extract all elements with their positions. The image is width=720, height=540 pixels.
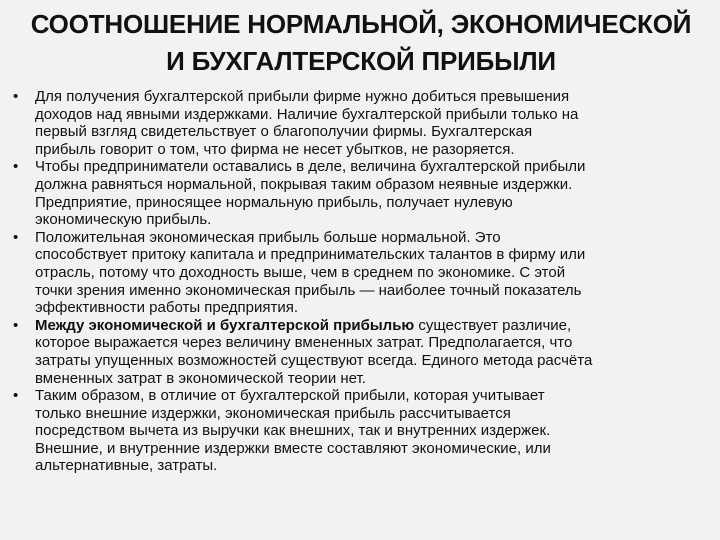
text-line: альтернативные, затраты. xyxy=(35,457,218,475)
text-line: посредством вычета из выручки как внешних, так и внутренних издержек. xyxy=(35,422,551,440)
text-line: Положительная экономическая прибыль больше нормальной. Это xyxy=(35,228,501,246)
text-line: Внешние, и внутренние издержки вместе составляют экономические, или xyxy=(35,439,551,457)
text-line: экономическую прибыль. xyxy=(35,211,212,229)
text-line: точки зрения именно экономическая прибыль — наиболее точный показатель xyxy=(35,281,582,299)
bullet-icon: • xyxy=(13,387,19,405)
page-title xyxy=(10,6,712,80)
text-fragment: существует различие, xyxy=(414,316,572,334)
text-line: первый взгляд свидетельствует о благополучии фирмы. Бухгалтерская xyxy=(35,123,533,141)
text-line: затраты упущенных возможностей существуют всегда. Единого метода расчёта xyxy=(35,351,593,369)
bullet-icon: • xyxy=(13,88,19,105)
text-line: вмененных затрат в экономической теории нет. xyxy=(35,369,366,387)
list-item xyxy=(10,158,712,228)
text-line: способствует притоку капитала и предпринимательских талантов в фирму или xyxy=(35,246,586,264)
bullet-icon: • xyxy=(13,316,19,334)
bold-phrase: Между экономической и бухгалтерской прибылью xyxy=(35,316,415,334)
list-item xyxy=(10,229,712,317)
list-item xyxy=(10,387,712,475)
text-line: отрасль, потому что доходность выше, чем в среднем по экономике. С этой xyxy=(35,263,566,281)
text-line xyxy=(35,317,712,335)
bullet-list xyxy=(10,88,712,475)
list-item xyxy=(10,317,712,387)
text-line: доходов над явными издержками. Наличие бухгалтерской прибыли только на xyxy=(35,105,579,123)
title-line-1: СООТНОШЕНИЕ НОРМАЛЬНОЙ, ЭКОНОМИЧЕСКОЙ xyxy=(30,9,692,39)
text-line: прибыль говорит о том, что фирма не несет убытков, не разоряется. xyxy=(35,140,515,158)
text-line: Предприятие, приносящее нормальную прибыль, получает нулевую xyxy=(35,193,513,211)
list-item xyxy=(10,88,712,158)
text-line: Чтобы предприниматели оставались в деле, величина бухгалтерской прибыли xyxy=(35,158,586,176)
title-line-2: И БУХГАЛТЕРСКОЙ ПРИБЫЛИ xyxy=(166,46,556,76)
text-line: Для получения бухгалтерской прибыли фирме нужно добиться превышения xyxy=(35,88,570,105)
bullet-icon: • xyxy=(13,158,19,176)
text-line: эффективности работы предприятия. xyxy=(35,299,299,317)
text-line: которое выражается через величину вмененных затрат. Предполагается, что xyxy=(35,334,573,352)
text-line: Таким образом, в отличие от бухгалтерской прибыли, которая учитывает xyxy=(35,387,545,405)
text-line: только внешние издержки, экономическая прибыль рассчитывается xyxy=(35,404,511,422)
bullet-icon: • xyxy=(13,228,19,246)
text-line: должна равняться нормальной, покрывая таким образом неявные издержки. xyxy=(35,175,573,193)
